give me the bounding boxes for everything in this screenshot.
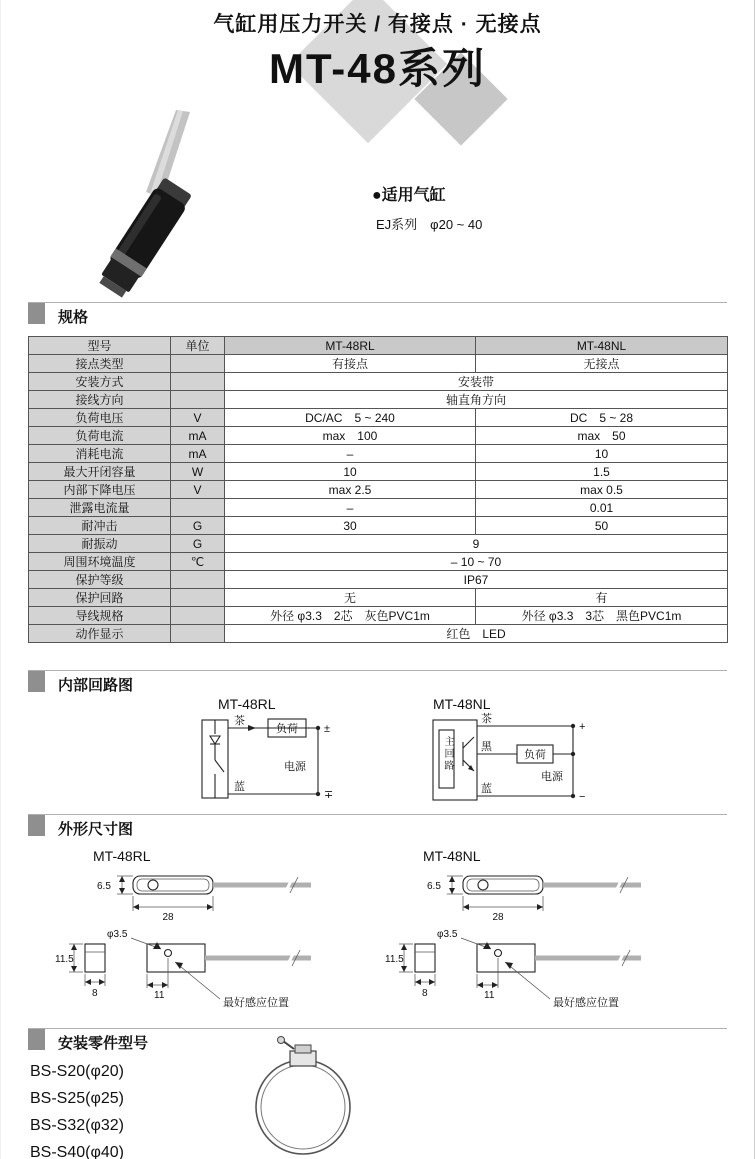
spec-cell: 轴直角方向 — [225, 391, 728, 409]
spec-row — [29, 355, 728, 373]
dim-value-6-5: 6.5 — [97, 881, 111, 892]
spec-cell: 有接点 — [225, 355, 476, 373]
spec-cell: V — [171, 409, 225, 427]
spec-cell: 导线规格 — [29, 607, 171, 625]
spec-cell: 9 — [225, 535, 728, 553]
dim-28 — [463, 896, 543, 923]
terminal-plus: + — [579, 721, 586, 733]
spec-cell: G — [171, 517, 225, 535]
spec-cell: DC 5 ~ 28 — [476, 409, 728, 427]
spec-cell: ℃ — [171, 553, 225, 571]
spec-row — [29, 409, 728, 427]
spec-cell: 50 — [476, 517, 728, 535]
mounting-model-item: BS-S25(φ25) — [30, 1090, 124, 1107]
spec-cell: 安装方式 — [29, 373, 171, 391]
section-marker — [28, 815, 45, 836]
dim-value-11-5: 11.5 — [385, 954, 404, 965]
dim-title-mt48rl: MT-48RL — [93, 848, 151, 864]
spec-cell: 接点类型 — [29, 355, 171, 373]
dim-svg-mt48rl — [55, 866, 385, 1018]
best-position-callout — [505, 962, 619, 1009]
spec-cell — [171, 391, 225, 409]
section-title-spec: 规格 — [58, 309, 89, 326]
circuit-mt48nl — [425, 696, 610, 814]
load-label: 负荷 — [276, 723, 298, 735]
spec-cell — [171, 499, 225, 517]
spec-cell — [171, 571, 225, 589]
spec-cell: mA — [171, 427, 225, 445]
dim-value-11: 11 — [154, 990, 165, 1001]
mounting-model-item: BS-S20(φ20) — [30, 1063, 124, 1080]
spec-header-model: 型号 — [29, 337, 171, 355]
spec-cell: 无接点 — [476, 355, 728, 373]
wire-label-brown: 茶 — [481, 713, 492, 725]
spec-cell: – — [225, 499, 476, 517]
section-marker — [28, 303, 45, 324]
spec-row — [29, 517, 728, 535]
spec-cell — [171, 589, 225, 607]
spec-cell: 0.01 — [476, 499, 728, 517]
spec-cell: 消耗电流 — [29, 445, 171, 463]
spec-cell: 最大开闭容量 — [29, 463, 171, 481]
dim-8 — [415, 974, 435, 999]
spec-cell: – 10 ~ 70 — [225, 553, 728, 571]
end-view — [85, 944, 105, 972]
spec-header-mt48nl: MT-48NL — [476, 337, 728, 355]
spec-row — [29, 391, 728, 409]
side-view — [147, 944, 311, 972]
dim-value-8: 8 — [422, 988, 428, 999]
dim-svg-mt48nl — [385, 866, 715, 1018]
spec-cell: 30 — [225, 517, 476, 535]
top-view — [463, 876, 641, 894]
dim-value-hole: φ3.5 — [437, 929, 458, 940]
hole-callout — [437, 929, 491, 949]
wire-label-blue: 蓝 — [234, 781, 245, 793]
best-position-callout — [175, 962, 289, 1009]
dim-value-6-5: 6.5 — [427, 881, 441, 892]
dim-11-5 — [55, 944, 83, 972]
best-position-label: 最好感应位置 — [553, 997, 619, 1009]
section-title-dimensions: 外形尺寸图 — [58, 821, 134, 838]
spec-cell: max 50 — [476, 427, 728, 445]
main-circuit-label: 主回路 — [442, 736, 453, 772]
spec-cell: G — [171, 535, 225, 553]
spec-cell: mA — [171, 445, 225, 463]
spec-cell: 内部下降电压 — [29, 481, 171, 499]
spec-cell: W — [171, 463, 225, 481]
circuit-mt48rl — [190, 696, 355, 814]
applicable-cylinder-detail: EJ系列 φ20 ~ 40 — [376, 217, 483, 232]
spec-row — [29, 373, 728, 391]
product-photo — [98, 110, 308, 310]
spec-row — [29, 625, 728, 643]
dim-11 — [477, 958, 498, 1001]
section-circuit — [28, 670, 727, 695]
spec-row — [29, 607, 728, 625]
spec-header-mt48rl: MT-48RL — [225, 337, 476, 355]
spec-cell: V — [171, 481, 225, 499]
spec-cell: 接线方向 — [29, 391, 171, 409]
top-view — [133, 876, 311, 894]
section-marker — [28, 671, 45, 692]
mounting-model-list — [30, 1058, 124, 1159]
spec-cell: max 100 — [225, 427, 476, 445]
spec-cell: 保护回路 — [29, 589, 171, 607]
dim-value-8: 8 — [92, 988, 98, 999]
mounting-band-drawing — [228, 1045, 378, 1159]
switch-internals — [202, 720, 228, 798]
best-position-label: 最好感应位置 — [223, 997, 289, 1009]
spec-row — [29, 427, 728, 445]
sensor-body — [95, 176, 194, 300]
spec-cell — [171, 355, 225, 373]
wire-label-blue: 蓝 — [481, 783, 492, 795]
spec-cell: 保护等级 — [29, 571, 171, 589]
spec-cell: max 0.5 — [476, 481, 728, 499]
power-label: 电源 — [541, 771, 563, 783]
spec-cell: 动作显示 — [29, 625, 171, 643]
spec-table — [28, 336, 728, 643]
spec-cell: 有 — [476, 589, 728, 607]
spec-cell: 外径 φ3.3 2芯 灰色PVC1m — [225, 607, 476, 625]
dim-8 — [85, 974, 105, 999]
product-photo-drawing — [98, 110, 308, 305]
spec-header-row — [29, 337, 728, 355]
spec-header-unit: 单位 — [171, 337, 225, 355]
spec-cell: 10 — [476, 445, 728, 463]
dim-28 — [133, 896, 213, 923]
dim-6-5 — [97, 876, 133, 894]
spec-cell: 负荷电压 — [29, 409, 171, 427]
spec-cell: – — [225, 445, 476, 463]
spec-row — [29, 535, 728, 553]
dim-value-11: 11 — [484, 990, 495, 1001]
spec-row — [29, 553, 728, 571]
spec-row — [29, 499, 728, 517]
spec-cell: 耐振动 — [29, 535, 171, 553]
spec-cell: IP67 — [225, 571, 728, 589]
spec-row — [29, 589, 728, 607]
dim-value-28: 28 — [492, 912, 504, 923]
applicable-cylinder-title: ●适用气缸 — [372, 187, 446, 204]
section-title-mounting: 安装零件型号 — [58, 1035, 149, 1052]
wire-label-black: 黑 — [481, 741, 492, 753]
power-label: 电源 — [284, 761, 306, 773]
spec-row — [29, 445, 728, 463]
spec-cell: 安装带 — [225, 373, 728, 391]
dim-value-11-5: 11.5 — [55, 954, 74, 965]
spec-cell: 红色 LED — [225, 625, 728, 643]
hole-callout — [107, 929, 161, 949]
spec-cell: 1.5 — [476, 463, 728, 481]
mounting-model-item: BS-S40(φ40) — [30, 1144, 124, 1159]
section-title-circuit: 内部回路图 — [58, 677, 134, 694]
spec-cell: 泄露电流量 — [29, 499, 171, 517]
spec-cell: 10 — [225, 463, 476, 481]
spec-cell: 周围环境温度 — [29, 553, 171, 571]
circuit-title-mt48nl: MT-48NL — [433, 696, 491, 712]
dim-6-5 — [427, 876, 463, 894]
dim-value-28: 28 — [162, 912, 174, 923]
terminal-minus: − — [579, 791, 586, 803]
page-title: MT-48系列 — [268, 45, 487, 92]
page-subtitle: 气缸用压力开关 / 有接点 · 无接点 — [213, 13, 542, 36]
end-view — [415, 944, 435, 972]
load-label: 负荷 — [524, 749, 546, 761]
spec-cell: DC/AC 5 ~ 240 — [225, 409, 476, 427]
dimension-drawing-mt48nl — [385, 848, 715, 1023]
mounting-model-item: BS-S32(φ32) — [30, 1117, 124, 1134]
circuit-diagram-mt48rl — [190, 714, 355, 809]
band-clamp-svg — [228, 1045, 378, 1159]
dim-title-mt48nl: MT-48NL — [423, 848, 481, 864]
dim-value-hole: φ3.5 — [107, 929, 128, 940]
spec-cell — [171, 607, 225, 625]
terminal-minus-plus: ∓ — [324, 789, 334, 801]
side-view — [477, 944, 641, 972]
spec-cell: 无 — [225, 589, 476, 607]
spec-cell — [171, 373, 225, 391]
terminal-plus-minus: ± — [324, 723, 331, 735]
spec-row — [29, 571, 728, 589]
spec-cell: 负荷电流 — [29, 427, 171, 445]
spec-row — [29, 481, 728, 499]
dimension-drawing-mt48rl — [55, 848, 385, 1023]
dim-11-5 — [385, 944, 413, 972]
spec-cell: 耐冲击 — [29, 517, 171, 535]
spec-table-body — [29, 355, 728, 643]
circuit-title-mt48rl: MT-48RL — [218, 696, 276, 712]
spec-cell: 外径 φ3.3 3芯 黑色PVC1m — [476, 607, 728, 625]
section-marker — [28, 1029, 45, 1050]
section-spec — [28, 302, 727, 327]
wire-label-brown: 茶 — [234, 715, 245, 727]
spec-cell: max 2.5 — [225, 481, 476, 499]
section-dimensions — [28, 814, 727, 839]
spec-cell — [171, 625, 225, 643]
dim-11 — [147, 958, 168, 1001]
spec-row — [29, 463, 728, 481]
